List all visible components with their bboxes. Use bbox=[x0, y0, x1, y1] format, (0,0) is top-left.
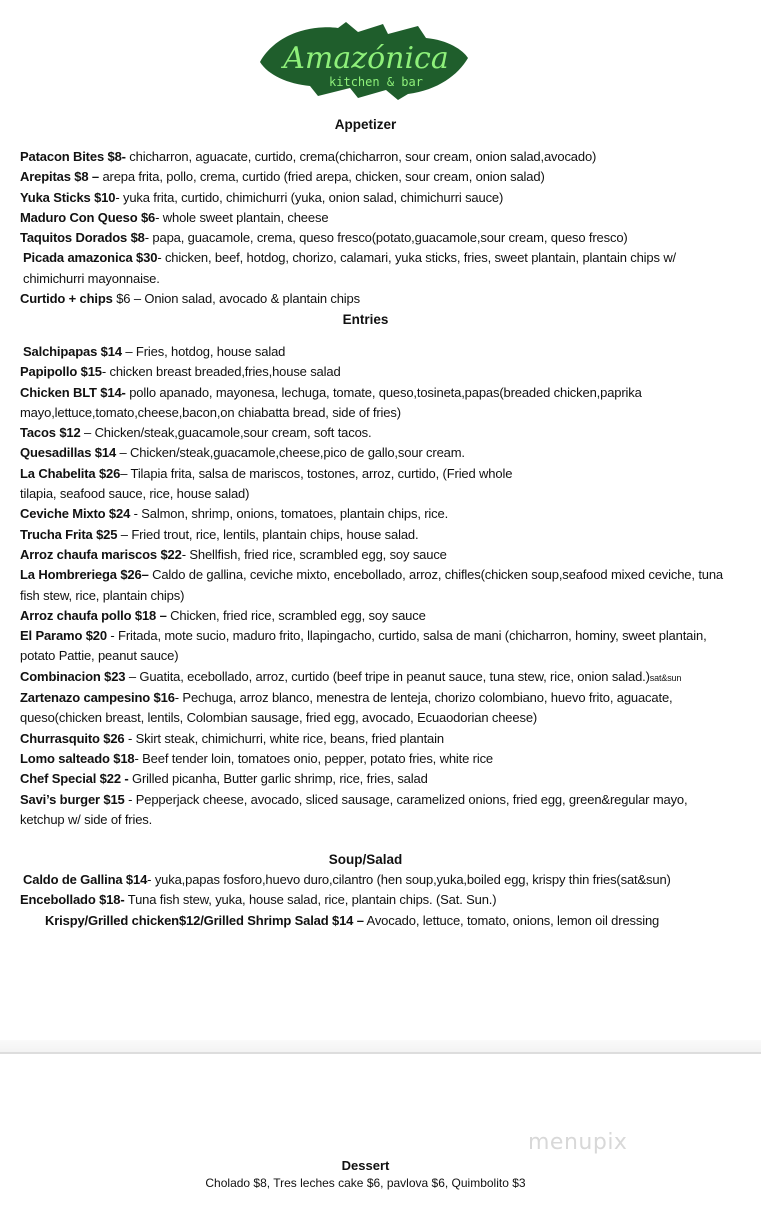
item-desc: - Skirt steak, chimichurri, white rice, beans, fried plantain bbox=[124, 730, 444, 746]
item-desc: - papa, guacamole, crema, queso fresco(potato,guacamole,sour cream, queso fresco) bbox=[144, 230, 628, 246]
entries-list bbox=[20, 342, 735, 830]
section-title-entries: Entries bbox=[342, 312, 389, 327]
item-desc: Chicken, fried rice, scrambled egg, soy sauce bbox=[166, 607, 426, 623]
item-name: Arroz chaufa pollo $18 – bbox=[20, 607, 167, 623]
item-name: Krispy/Grilled chicken$12/Grilled Shrimp Salad $14 – bbox=[45, 912, 364, 928]
watermark: menupix bbox=[528, 1130, 628, 1155]
menu-item bbox=[20, 342, 735, 362]
item-name: Chef Special $22 - bbox=[20, 771, 129, 787]
item-name: Encebollado $18- bbox=[20, 892, 125, 908]
item-desc: - Salmon, shrimp, onions, tomatoes, plantain chips, rice. bbox=[130, 506, 449, 522]
item-desc: – Fried trout, rice, lentils, plantain chips, house salad. bbox=[117, 526, 419, 542]
menu-item bbox=[20, 208, 735, 228]
item-name: Salchipapas $14 bbox=[23, 344, 122, 359]
page-break-divider bbox=[0, 1040, 761, 1054]
item-name: Caldo de Gallina $14 bbox=[23, 872, 148, 887]
svg-text:kitchen & bar: kitchen & bar bbox=[329, 75, 423, 89]
item-name: La Hombreriega $26– bbox=[20, 567, 149, 583]
item-name: Maduro Con Queso $6 bbox=[20, 209, 156, 225]
item-desc: - chicken breast breaded,fries,house salad bbox=[101, 364, 341, 380]
menu-item bbox=[20, 228, 735, 248]
item-desc: - yuka,papas fosforo,huevo duro,cilantro (hen soup,yuka,boiled egg, krispy thin fries(sat&sun) bbox=[147, 872, 671, 887]
item-desc: Caldo de gallina, ceviche mixto, encebollado, arroz, chifles(chicken soup,seafood mixed ceviche, tuna fish stew, rice, plantain chips) bbox=[20, 567, 724, 603]
item-name: Taquitos Dorados $8 bbox=[20, 230, 145, 246]
item-desc: - Pepperjack cheese, avocado, sliced sausage, caramelized onions, fried egg, green&regular mayo, ketchup w/ side of fries. bbox=[20, 791, 688, 827]
item-name: Arepitas $8 – bbox=[20, 169, 99, 185]
item-desc: pollo apanado, mayonesa, lechuga, tomate, queso,tosineta,papas(breaded chicken,paprika mayo,lettuce,tomato,cheese,bacon,on chiabatta bread, side of fries) bbox=[20, 384, 642, 420]
menu-item bbox=[20, 362, 735, 382]
item-desc: – Fries, hotdog, house salad bbox=[121, 344, 286, 359]
item-desc: Grilled picanha, Butter garlic shrimp, rice, fries, salad bbox=[128, 771, 428, 787]
dessert-items: Cholado $8, Tres leches cake $6, pavlova $6, Quimbolito $3 bbox=[205, 1176, 526, 1190]
item-desc: – Chicken/steak,guacamole,sour cream, soft tacos. bbox=[80, 425, 372, 441]
menu-item bbox=[20, 464, 735, 505]
menu-item bbox=[20, 606, 735, 626]
section-title-appetizer: Appetizer bbox=[334, 117, 397, 132]
menu-item bbox=[20, 248, 735, 289]
restaurant-logo bbox=[258, 20, 470, 100]
menu-item bbox=[20, 504, 735, 524]
item-desc: Tuna fish stew, yuka, house salad, rice, plantain chips. (Sat. Sun.) bbox=[124, 892, 497, 908]
item-desc: – Tilapia frita, salsa de mariscos, tostones, arroz, curtido, (Fried whole bbox=[120, 465, 513, 481]
item-name: Quesadillas $14 bbox=[20, 445, 117, 461]
item-name: Tacos $12 bbox=[20, 425, 81, 441]
item-note: sat&sun bbox=[649, 672, 682, 683]
appetizer-list bbox=[20, 147, 735, 309]
item-name: Savi’s burger $15 bbox=[20, 791, 125, 807]
menu-item bbox=[20, 790, 735, 831]
menu-item bbox=[20, 749, 735, 769]
item-desc: arepa frita, pollo, crema, curtido (fried arepa, chicken, sour cream, onion salad) bbox=[98, 169, 545, 185]
item-desc: - Shellfish, fried rice, scrambled egg, soy sauce bbox=[181, 546, 447, 562]
menu-item bbox=[20, 383, 735, 424]
menu-item bbox=[20, 870, 735, 890]
menu-item bbox=[20, 443, 735, 463]
menu-item bbox=[20, 729, 735, 749]
menu-item bbox=[20, 911, 735, 931]
menu-item bbox=[20, 626, 735, 667]
item-desc: - Fritada, mote sucio, maduro frito, llapingacho, curtido, salsa de mani (chicharron, hominy, sweet plantain, potato Pattie, peanut sauce) bbox=[20, 628, 707, 664]
svg-text:Amazónica: Amazónica bbox=[283, 41, 449, 76]
menu-item bbox=[20, 890, 735, 910]
menu-item bbox=[20, 688, 735, 729]
item-name: Curtido + chips bbox=[20, 291, 113, 307]
item-desc: - Beef tender loin, tomatoes onio, pepper, potato fries, white rice bbox=[134, 750, 493, 766]
item-name: Picada amazonica $30 bbox=[23, 250, 158, 266]
item-desc: Avocado, lettuce, tomato, onions, lemon oil dressing bbox=[363, 912, 660, 928]
item-name: Zartenazo campesino $16 bbox=[20, 690, 175, 706]
menu-item bbox=[20, 289, 735, 309]
item-name: Ceviche Mixto $24 bbox=[20, 506, 131, 522]
item-desc: - yuka frita, curtido, chimichurri (yuka, onion salad, chimichurri sauce) bbox=[115, 189, 504, 205]
menu-item bbox=[20, 769, 735, 789]
item-name: Trucha Frita $25 bbox=[20, 526, 118, 542]
item-desc: - chicken, beef, hotdog, chorizo, calamari, yuka sticks, fries, sweet plantain, plantain chips w/ chimichurri mayonnaise. bbox=[23, 250, 677, 286]
item-name: Yuka Sticks $10 bbox=[20, 189, 116, 205]
item-name: Lomo salteado $18 bbox=[20, 750, 135, 766]
item-name: La Chabelita $26 bbox=[20, 465, 121, 481]
menu-item bbox=[20, 545, 735, 565]
item-name: Churrasquito $26 bbox=[20, 730, 125, 746]
item-name: Patacon Bites $8- bbox=[20, 149, 126, 164]
item-name: Combinacion $23 bbox=[20, 668, 126, 684]
item-name: Arroz chaufa mariscos $22 bbox=[20, 546, 182, 562]
item-desc-continued: tilapia, seafood sauce, rice, house salad) bbox=[20, 486, 250, 502]
section-title-soup-salad: Soup/Salad bbox=[328, 852, 403, 867]
item-desc: - Pechuga, arroz blanco, menestra de lenteja, chorizo colombiano, huevo frito, aguacate, queso(chicken breast, lentils, Colombian sausage, fried egg, avocado, Ecuaodorian cheese) bbox=[20, 690, 673, 726]
item-desc: - whole sweet plantain, cheese bbox=[155, 209, 329, 225]
item-name: El Paramo $20 bbox=[20, 628, 107, 644]
item-name: Chicken BLT $14- bbox=[20, 384, 126, 400]
menu-item bbox=[20, 565, 735, 606]
item-desc: – Chicken/steak,guacamole,cheese,pico de gallo,sour cream. bbox=[116, 445, 465, 461]
item-desc: $6 – Onion salad, avocado & plantain chips bbox=[112, 291, 360, 307]
item-name: Papipollo $15 bbox=[20, 364, 102, 380]
soup-salad-list bbox=[20, 870, 735, 931]
menu-item bbox=[20, 423, 735, 443]
menu-item bbox=[20, 667, 735, 688]
menu-item bbox=[20, 147, 735, 167]
menu-item bbox=[20, 188, 735, 208]
menu-item bbox=[20, 525, 735, 545]
section-title-dessert: Dessert bbox=[341, 1158, 390, 1173]
item-desc: – Guatita, ecebollado, arroz, curtido (beef tripe in peanut sauce, tuna stew, rice, onion salad.) bbox=[125, 668, 650, 684]
menu-item bbox=[20, 167, 735, 187]
item-desc: chicharron, aguacate, curtido, crema(chicharron, sour cream, onion salad,avocado) bbox=[125, 149, 597, 164]
